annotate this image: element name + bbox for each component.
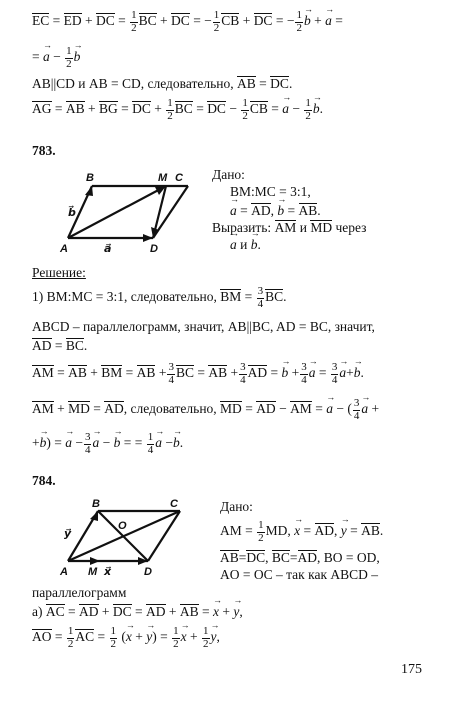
solution-784-a: а) AC = AD + DC = AD + AB = → x + → y,: [32, 604, 243, 620]
express-783-2: → a и → b.: [230, 238, 261, 252]
label-784-D: D: [144, 566, 152, 578]
text-ab-parallel: AB||CD и AB = CD, следовательно, AB = DC.: [32, 76, 293, 91]
label-784-y: y⃗: [64, 528, 72, 540]
parallelogram-783-figure: [58, 170, 218, 255]
solution-am: AM = AB + BM = AB + $\frac{3}{4}$ BC = AB + $\frac{3}{4}$ AD = → b + $\frac{3}{4}$ → a = $\frac{3}{4}$ → a+→ b.: [32, 362, 364, 386]
given-783-ratio: BM:MC = 3:1,: [230, 184, 311, 199]
solution-ad-bc: AD = BC.: [32, 338, 88, 353]
label-784-C: C: [170, 498, 178, 510]
solution-abcd: ABCD – параллелограмм, значит, AB||BC, AD = BC, значит,: [32, 319, 375, 334]
formula-ec: EC = ED + DC = $\frac{1}{2}$ BC + DC = − $\frac{1}{2}$ CB + DC = − $\frac{1}{2}$ → b + → a =: [32, 10, 343, 34]
label-784-O: O: [118, 520, 127, 532]
problem-784-number: 784.: [32, 473, 56, 488]
given-784-title: Дано:: [220, 499, 253, 514]
solution-step1: 1) BM:MC = 3:1, следовательно, BM = $\frac{3}{4}$ BC.: [32, 285, 287, 310]
label-783-B: B: [86, 172, 94, 184]
label-783-D: D: [150, 243, 158, 255]
label-784-B: B: [92, 498, 100, 510]
label-783-b: b⃗: [68, 207, 76, 219]
given-783-vectors: → a = AD, → b = AB.: [230, 203, 321, 219]
solution-md: AM + MD = AD, следовательно, MD = AD − AM = → a − ( $\frac{3}{4}$ → a +: [32, 398, 379, 422]
label-783-A: A: [60, 243, 68, 255]
label-784-A: A: [60, 566, 68, 578]
parallelogram-784-figure: [58, 495, 218, 580]
solution-784-ao: AO = $\frac{1}{2}$ AC = $\frac{1}{2}$ (→ x + → y) = $\frac{1}{2}$ → x + $\frac{1}{2}$ → y,: [32, 626, 220, 650]
given-783-title: Дано:: [212, 167, 245, 182]
label-783-a: a⃗: [104, 243, 112, 255]
given-784-line2: AB=DC, BC=AD, BO = OD,: [220, 550, 380, 565]
problem-783-number: 783.: [32, 143, 56, 158]
solution-title: Решение:: [32, 265, 86, 280]
label-784-x: x⃗: [104, 566, 112, 578]
given-784-line3: AO = OC – так как ABCD –: [220, 567, 379, 582]
page-number: 175: [401, 662, 422, 677]
formula-ag: AG = AB + BG = DC + $\frac{1}{2}$ BC = DC − $\frac{1}{2}$ CB = → a − $\frac{1}{2}$ → b.: [32, 98, 323, 122]
formula-ec-cont: = → a − $\frac{1}{2}$ → b: [32, 46, 80, 70]
given-784-line1: AM = $\frac{1}{2}$ MD, → x = AD, → y = AB.: [220, 520, 383, 544]
label-783-C: C: [175, 172, 183, 184]
given-784-line4: параллелограмм: [32, 585, 127, 600]
label-783-M: M: [158, 172, 168, 184]
label-784-M: M: [88, 566, 98, 578]
express-783: Выразить: AM и MD через: [212, 220, 367, 235]
solution-md-cont: +→ b) = → a − $\frac{3}{4}$ → a − → b = = $\frac{1}{4}$ → a −→ b.: [32, 432, 183, 456]
